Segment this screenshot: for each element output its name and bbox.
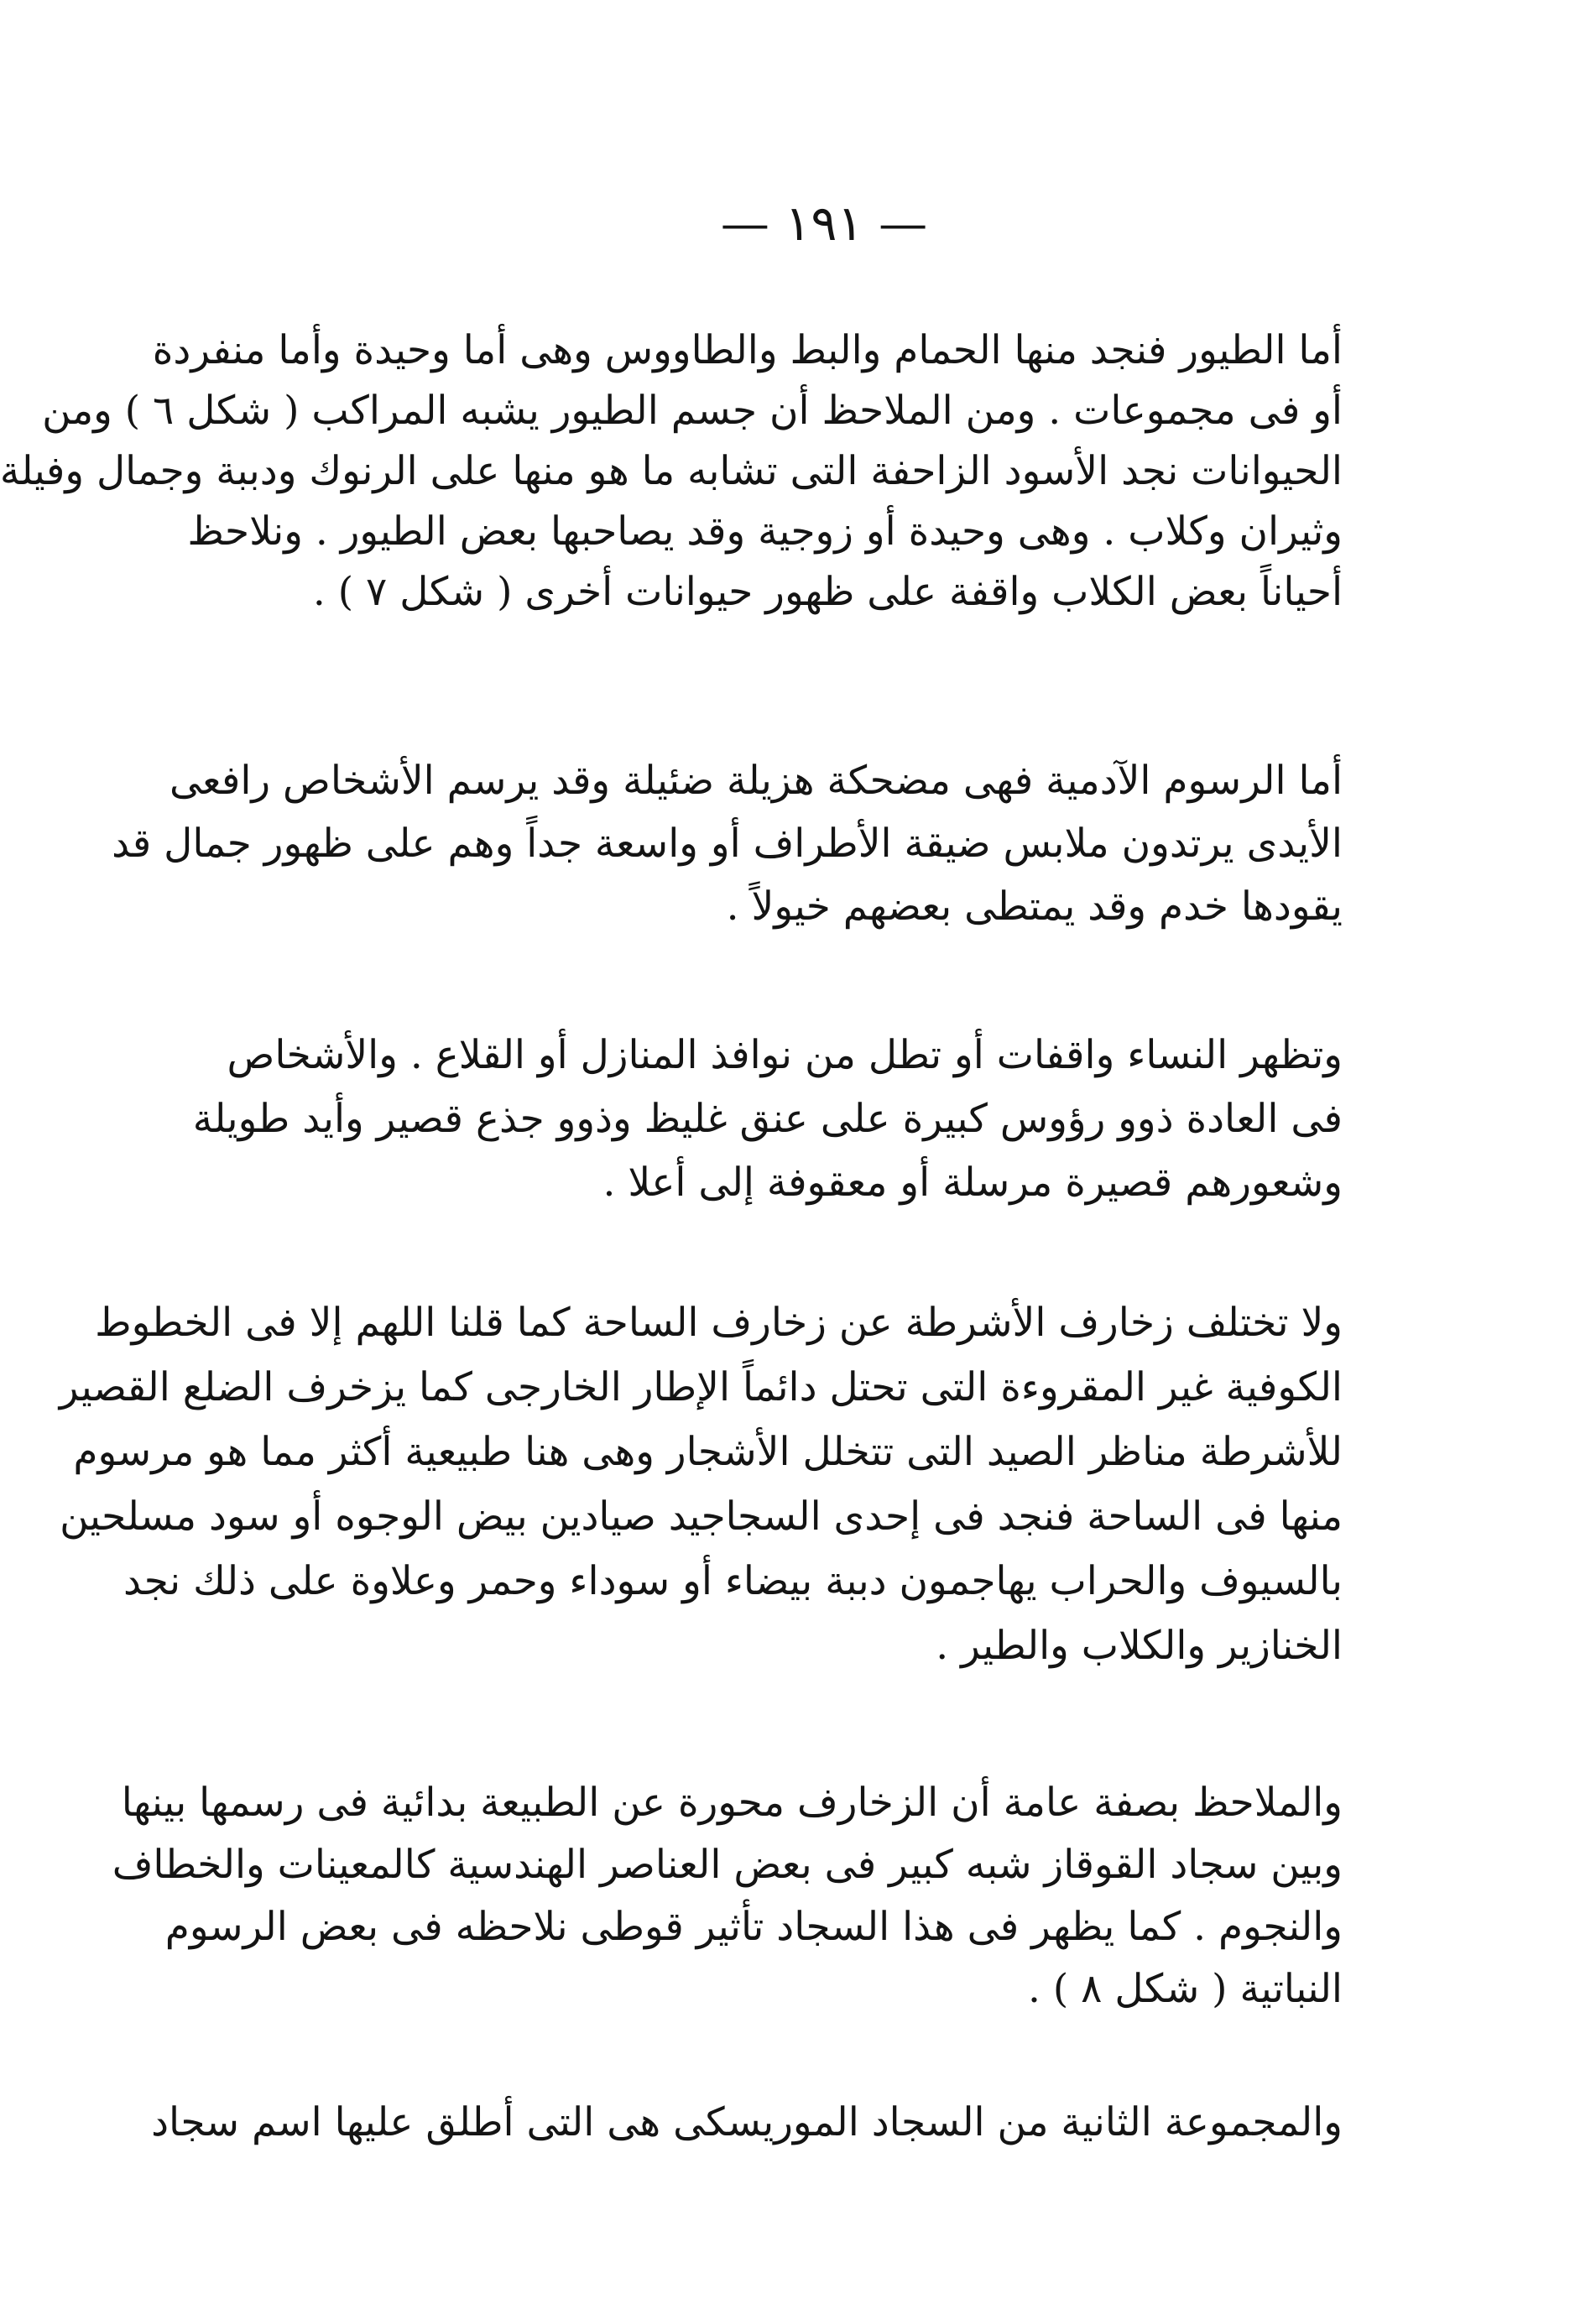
page-number: — ١٩١ — [720,195,928,252]
text-line: والنجوم . كما يظهر فى هذا السجاد تأثير قوطى نلاحظه فى بعض الرسوم [164,1904,1343,1950]
text-line: أحياناً بعض الكلاب واقفة على ظهور حيوانات أخرى ( شكل ٧ ) . [312,569,1343,615]
paragraph-human-figures [112,749,1343,938]
paragraph-general-remarks [112,1772,1343,2020]
text-line: أما الرسوم الآدمية فهى مضحكة هزيلة ضئيلة وقد يرسم الأشخاص رافعى [170,758,1343,804]
text-line: وبين سجاد القوقاز شبه كبير فى بعض العناصر الهندسية كالمعينات والخطاف [112,1842,1343,1888]
text-line: أو فى مجموعات . ومن الملاحظ أن جسم الطيور يشبه المراكب ( شكل ٦ ) ومن [42,388,1343,434]
text-line: وتظهر النساء واقفات أو تطل من نوافذ المنازل أو القلاع . والأشخاص [227,1032,1343,1078]
text-line: الأيدى يرتدون ملابس ضيقة الأطراف أو واسعة جداً وهم على ظهور جمال قد [112,821,1343,867]
text-line: للأشرطة مناظر الصيد التى تتخلل الأشجار وهى هنا طبيعية أكثر مما هو مرسوم [73,1429,1343,1475]
text-line: وشعورهم قصيرة مرسلة أو معقوفة إلى أعلا . [602,1160,1343,1206]
text-line: فى العادة ذوو رؤوس كبيرة على عنق غليظ وذوو جذع قصير وأيد طويلة [192,1096,1343,1142]
paragraph-border-decorations [59,1290,1343,1678]
text-line: يقودها خدم وقد يمتطى بعضهم خيولاً . [726,884,1343,930]
text-line: الكوفية غير المقروءة التى تحتل دائماً الإطار الخارجى كما يزخرف الضلع القصير [59,1364,1343,1410]
paragraph-birds-animals [0,321,1343,623]
text-line: ولا تختلف زخارف الأشرطة عن زخارف الساحة كما قلنا اللهم إلا فى الخطوط [95,1300,1343,1346]
text-line: النباتية ( شكل ٨ ) . [1027,1966,1343,2012]
text-line: أما الطيور فنجد منها الحمام والبط والطاووس وهى أما وحيدة وأما منفردة [152,327,1343,373]
text-line: والمجموعة الثانية من السجاد الموريسكى هى التى أطلق عليها اسم سجاد [151,2099,1343,2145]
text-line: بالسيوف والحراب يهاجمون دببة بيضاء أو سوداء وحمر وعلاوة على ذلك نجد [123,1558,1343,1604]
paragraph-women-figures [192,1024,1343,1215]
text-line: الحيوانات نجد الأسود الزاحفة التى تشابه ما هو منها على الرنوك ودببة وجمال وفيلة [0,448,1343,494]
text-line: والملاحظ بصفة عامة أن الزخارف محورة عن الطبيعة بدائية فى رسمها بينها [121,1780,1343,1826]
text-line: وثيران وكلاب . وهى وحيدة أو زوجية وقد يصاحبها بعض الطيور . ونلاحظ [187,508,1343,555]
paragraph-second-group [151,2091,1343,2155]
text-line: منها فى الساحة فنجد فى إحدى السجاجيد صيادين بيض الوجوه أو سود مسلحين [60,1494,1343,1540]
text-line: الخنازير والكلاب والطير . [936,1623,1343,1669]
